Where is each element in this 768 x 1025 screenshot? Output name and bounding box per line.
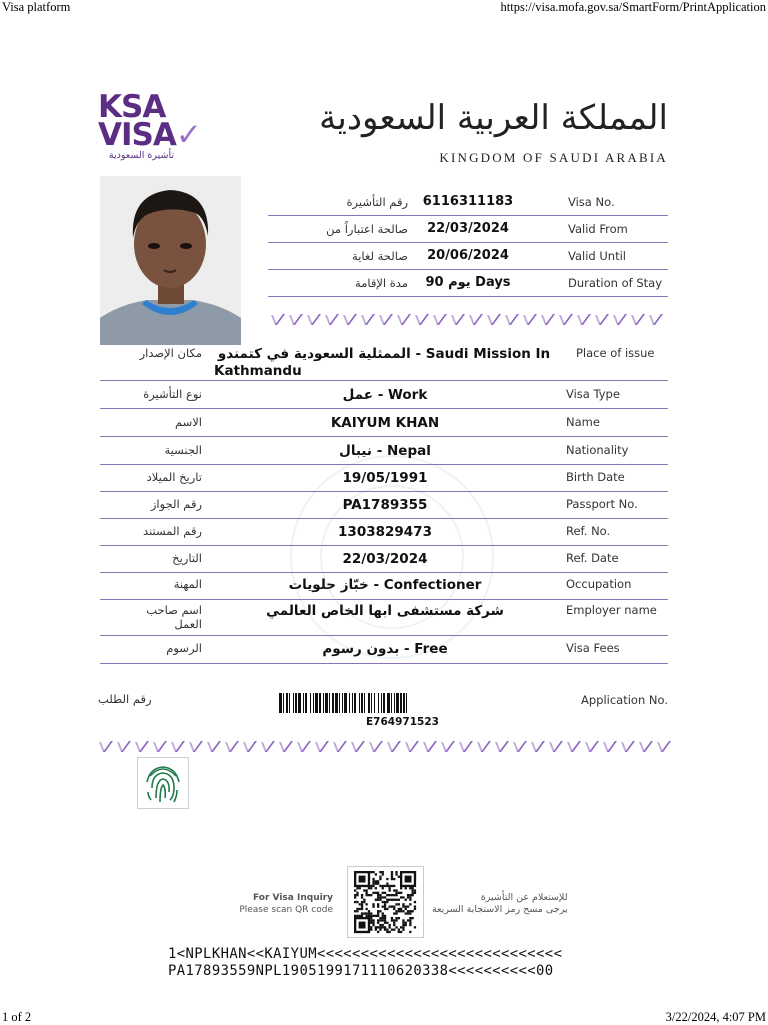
field-value: 1303829473: [338, 524, 432, 540]
logo-arabic-text: تأشيرة السعودية: [108, 150, 174, 161]
chevron-mark: [224, 740, 239, 753]
chevron-band-bottom: [98, 740, 671, 753]
chevron-mark: [188, 740, 203, 753]
field-value: 19/05/1991: [342, 470, 428, 486]
field-label-ar: المهنة: [173, 577, 202, 591]
field-label-en: Name: [566, 415, 600, 429]
application-label-ar: رقم الطلب: [98, 692, 152, 706]
chevron-mark: [458, 740, 473, 753]
chevron-mark: [296, 740, 311, 753]
application-label-en: Application No.: [581, 693, 669, 707]
field-row-visa-no: [268, 189, 668, 216]
chevron-mark: [278, 740, 293, 753]
chevron-mark: [314, 740, 329, 753]
chevron-mark: [342, 313, 357, 326]
field-label-en: Valid From: [568, 222, 628, 236]
chevron-band-top: [270, 313, 663, 326]
chevron-mark: [522, 313, 537, 326]
field-label-en: Nationality: [566, 443, 629, 457]
inquiry-text-ar: للإستعلام عن التأشيرة يرجى مسح رمز الاستجابة السريعة: [432, 892, 568, 915]
chevron-mark: [368, 740, 383, 753]
chevron-mark: [306, 313, 321, 326]
chevron-mark: [242, 740, 257, 753]
field-value: نيبال - Nepal: [339, 443, 431, 459]
chevron-mark: [378, 313, 393, 326]
chevron-mark: [558, 313, 573, 326]
field-value: بدون رسوم - Free: [322, 641, 448, 657]
chevron-mark: [530, 740, 545, 753]
chevron-mark: [360, 313, 375, 326]
mrz-line-2: PA17893559NPL1905199171110620338<<<<<<<<<<00: [168, 963, 554, 979]
tab-title: Visa platform: [2, 0, 71, 14]
field-value: خبّاز حلويات - Confectioner: [288, 577, 482, 593]
field-label-ar: رقم المستند: [143, 524, 202, 538]
chevron-mark: [476, 740, 491, 753]
chevron-mark: [396, 313, 411, 326]
chevron-mark: [602, 740, 617, 753]
field-value: 6116311183: [422, 194, 514, 209]
chevron-mark: [494, 740, 509, 753]
field-label-ar: التاريخ: [172, 551, 202, 565]
chevron-mark: [440, 740, 455, 753]
chevron-mark: [576, 313, 591, 326]
field-row-duration: [268, 270, 668, 297]
application-number: E764971523: [366, 716, 439, 728]
field-label-ar: تاريخ الميلاد: [146, 470, 202, 484]
field-value: KAIYUM KHAN: [330, 415, 440, 431]
field-label-ar: الرسوم: [166, 641, 202, 655]
ksa-visa-logo: [98, 89, 201, 161]
chevron-mark: [630, 313, 645, 326]
field-value: PA1789355: [342, 497, 428, 513]
chevron-mark: [432, 313, 447, 326]
chevron-mark: [612, 313, 627, 326]
page-url[interactable]: https://visa.mofa.gov.sa/SmartForm/PrintApplication: [500, 0, 766, 14]
chevron-mark: [540, 313, 555, 326]
field-label-en: Passport No.: [566, 497, 638, 511]
chevron-mark: [116, 740, 131, 753]
field-value-continued: Kathmandu: [214, 363, 302, 379]
field-row-place-of-issue: [100, 342, 668, 381]
field-label-ar: مكان الإصدار: [139, 346, 202, 360]
field-label-ar: الاسم: [174, 415, 202, 429]
field-row-visa-fees: [100, 636, 668, 664]
chevron-mark: [288, 313, 303, 326]
chevron-mark: [656, 740, 671, 753]
field-label-ar: نوع التأشيرة: [143, 387, 202, 401]
applicant-photo: [100, 176, 241, 345]
page-indicator: 1 of 2: [2, 1010, 32, 1024]
chevron-mark: [468, 313, 483, 326]
field-label-en: Ref. Date: [566, 551, 619, 565]
chevron-mark: [324, 313, 339, 326]
field-row-occupation: [100, 572, 668, 600]
field-label-en: Visa Type: [566, 387, 620, 401]
field-label-ar: رقم التأشيرة: [346, 195, 408, 209]
field-label-en: Visa Fees: [566, 641, 620, 655]
field-label-en: Ref. No.: [566, 524, 611, 538]
logo-text-visa: VISA: [98, 117, 176, 153]
chevron-mark: [134, 740, 149, 753]
chevron-mark: [152, 740, 167, 753]
field-row-nationality: [100, 437, 668, 465]
field-value: 22/03/2024: [427, 221, 509, 236]
field-value: الممثلية السعودية في كتمندو - Saudi Mission In: [217, 346, 551, 362]
field-label-en: Valid Until: [568, 249, 626, 263]
logo-text-ksa: KSA: [98, 89, 166, 125]
qr-code[interactable]: [347, 866, 424, 938]
chevron-mark: [98, 740, 113, 753]
chevron-mark: [486, 313, 501, 326]
field-value: شركة مستشفى ابها الخاص العالمي: [266, 603, 504, 619]
application-barcode: [279, 693, 517, 713]
chevron-mark: [620, 740, 635, 753]
chevron-mark: [450, 313, 465, 326]
field-value: 22/03/2024: [342, 551, 428, 567]
field-value: عمل - Work: [342, 387, 428, 403]
field-label-en: Visa No.: [568, 195, 615, 209]
chevron-mark: [260, 740, 275, 753]
chevron-mark: [386, 740, 401, 753]
chevron-mark: [594, 313, 609, 326]
field-label-en: Place of issue: [576, 346, 655, 360]
print-datetime: 3/22/2024, 4:07 PM: [665, 1010, 766, 1024]
field-label-en: Birth Date: [566, 470, 625, 484]
chevron-mark: [548, 740, 563, 753]
field-label-en: Employer name: [566, 603, 657, 617]
chevron-mark: [350, 740, 365, 753]
field-row-birth-date: [100, 464, 668, 492]
chevron-mark: [270, 313, 285, 326]
field-label-ar: صالحة لغاية: [352, 249, 408, 263]
kingdom-english-title: KINGDOM OF SAUDI ARABIA: [439, 150, 668, 165]
field-row-employer: [100, 600, 668, 636]
field-label-en: Duration of Stay: [568, 276, 663, 290]
chevron-mark: [206, 740, 221, 753]
field-label-ar: اسم صاحب العمل: [146, 603, 202, 631]
chevron-mark: [566, 740, 581, 753]
field-row-visa-type: [100, 381, 668, 409]
chevron-mark: [414, 313, 429, 326]
chevron-mark: [648, 313, 663, 326]
chevron-mark: [584, 740, 599, 753]
chevron-mark: [170, 740, 185, 753]
kingdom-arabic-title: المملكة العربية السعودية: [319, 98, 668, 138]
logo-check-icon: ✓: [175, 117, 201, 153]
field-label-ar: صالحة اعتباراً من: [326, 222, 408, 236]
field-row-ref-no: [100, 518, 668, 546]
fingerprint-icon: [137, 757, 189, 809]
chevron-mark: [422, 740, 437, 753]
mrz-line-1: 1<NPLKHAN<<KAIYUM<<<<<<<<<<<<<<<<<<<<<<<<<<<<: [168, 946, 563, 962]
chevron-mark: [404, 740, 419, 753]
field-label-en: Occupation: [566, 577, 632, 591]
field-label-ar: مدة الإقامة: [355, 276, 408, 290]
chevron-mark: [504, 313, 519, 326]
chevron-mark: [638, 740, 653, 753]
inquiry-text-en: For Visa Inquiry Please scan QR code: [239, 893, 333, 915]
chevron-mark: [332, 740, 347, 753]
field-label-ar: الجنسية: [164, 443, 202, 457]
chevron-mark: [512, 740, 527, 753]
field-value: 90 يوم Days: [425, 275, 511, 290]
field-value: 20/06/2024: [427, 248, 509, 263]
field-row-passport-no: [100, 491, 668, 519]
field-row-valid-from: [268, 216, 668, 243]
field-label-ar: رقم الجواز: [150, 497, 202, 511]
field-row-valid-until: [268, 243, 668, 270]
field-row-ref-date: [100, 545, 668, 573]
field-row-name: [100, 409, 668, 437]
